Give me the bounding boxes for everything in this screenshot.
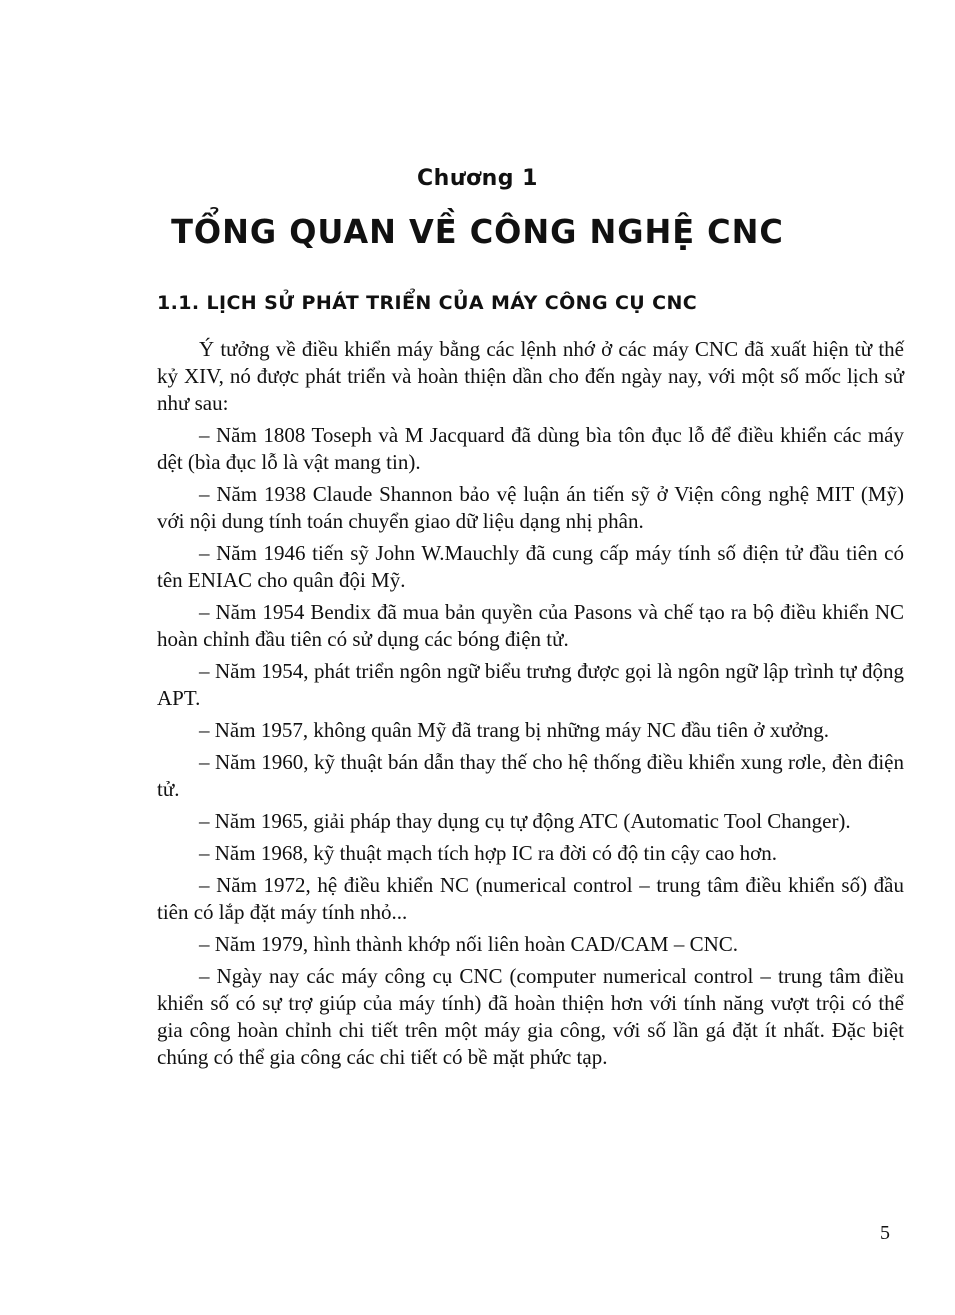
chapter-label: Chương 1 [417,166,538,191]
paragraph-1960: – Năm 1960, kỹ thuật bán dẫn thay thế cho hệ thống điều khiển xung rơle, đèn điện tử. [157,750,904,801]
paragraph-1968: – Năm 1968, kỹ thuật mạch tích hợp IC ra đời có độ tin cậy cao hơn. [199,841,778,865]
paragraph-1972: – Năm 1972, hệ điều khiển NC (numerical control – trung tâm điều khiển số) đầu tiên có lắp đặt máy tính nhỏ... [157,873,904,924]
paragraph-1954-apt: – Năm 1954, phát triển ngôn ngữ biểu trưng được gọi là ngôn ngữ lập trình tự động APT. [157,659,904,710]
paragraph-intro: Ý tưởng về điều khiển máy bằng các lệnh nhớ ở các máy CNC đã xuất hiện từ thế kỷ XIV, nó được phát triển và hoàn thiện dần cho đến ngày nay, với một số mốc lịch sử như sau: [157,337,904,415]
paragraph-1954-bendix: – Năm 1954 Bendix đã mua bản quyền của Pasons và chế tạo ra bộ điều khiển NC hoàn chỉnh đầu tiên có sử dụng các bóng điện tử. [157,600,904,651]
paragraph-1979: – Năm 1979, hình thành khớp nối liên hoàn CAD/CAM – CNC. [199,932,739,956]
chapter-title: TỔNG QUAN VỀ CÔNG NGHỆ CNC [171,212,784,251]
body-text [157,336,904,1076]
section-heading: 1.1. LỊCH SỬ PHÁT TRIỂN CỦA MÁY CÔNG CỤ CNC [157,292,698,314]
paragraph-1946: – Năm 1946 tiến sỹ John W.Mauchly đã cung cấp máy tính số điện tử đầu tiên có tên ENIAC cho quân đội Mỹ. [157,541,904,592]
paragraph-today: – Ngày nay các máy công cụ CNC (computer numerical control – trung tâm điều khiển số có sự trợ giúp của máy tính) đã hoàn thiện hơn với tính năng vượt trội có thể gia công hoàn chỉnh chi tiết trên một máy gia công, với số lần gá đặt ít nhất. Đặc biệt chúng có thể gia công các chi tiết có bề mặt phức tạp. [157,964,904,1069]
paragraph-1938: – Năm 1938 Claude Shannon bảo vệ luận án tiến sỹ ở Viện công nghệ MIT (Mỹ) với nội dung tính toán chuyển giao dữ liệu dạng nhị phân. [157,482,904,533]
page-number: 5 [880,1222,890,1244]
paragraph-1957: – Năm 1957, không quân Mỹ đã trang bị những máy NC đầu tiên ở xưởng. [199,718,829,742]
paragraph-1965: – Năm 1965, giải pháp thay dụng cụ tự động ATC (Automatic Tool Changer). [199,809,851,833]
paragraph-1808: – Năm 1808 Toseph và M Jacquard đã dùng bìa tôn đục lỗ để điều khiển các máy dệt (bìa đục lỗ là vật mang tin). [157,423,904,474]
